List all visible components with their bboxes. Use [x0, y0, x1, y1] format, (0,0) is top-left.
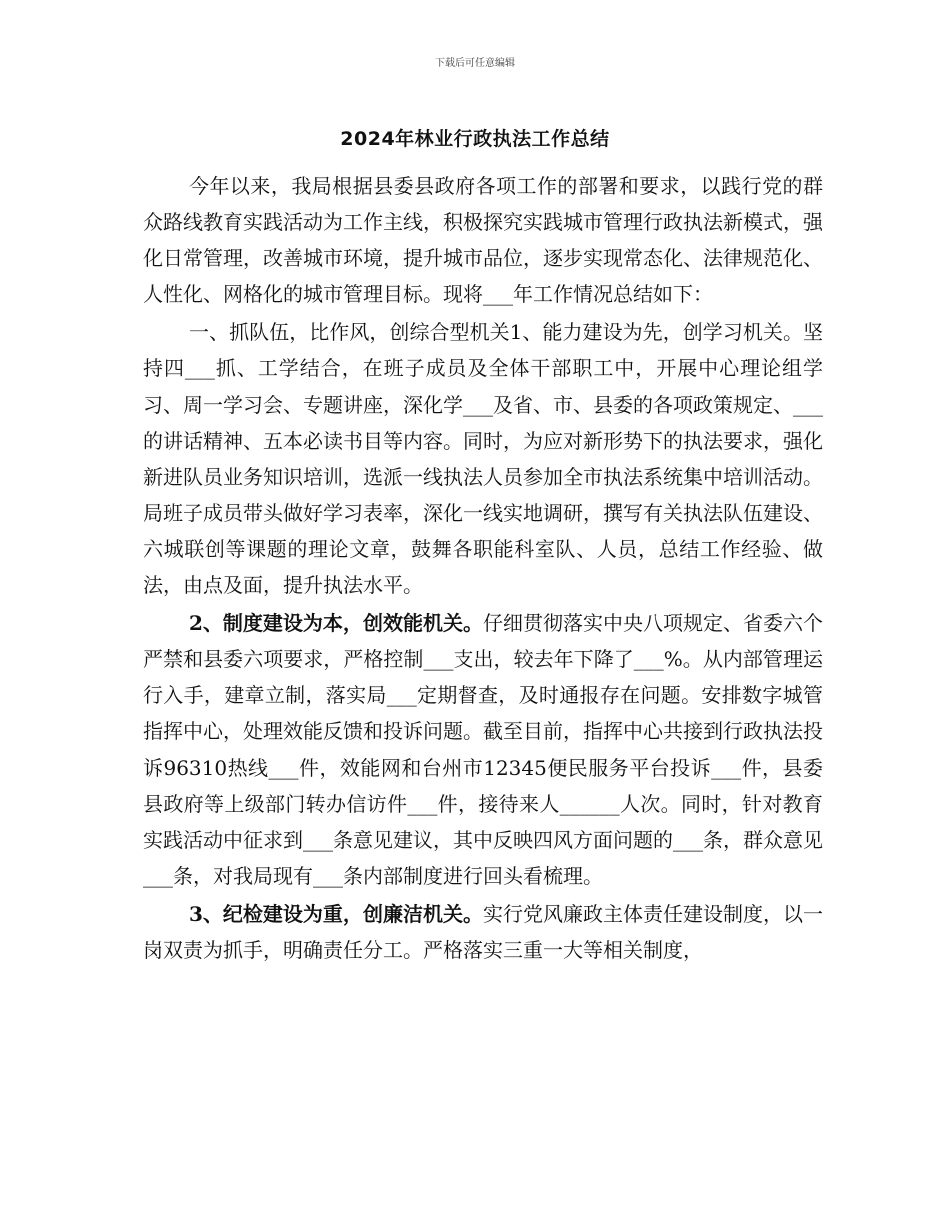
paragraph-text: 一、抓队伍，比作风，创综合型机关1、能力建设为先，创学习机关。坚持四___抓、工学结合，在班子成员及全体干部职工中，开展中心理论组学习、周一学习会、专题讲座，深化学___及省、市、县委的各项政策规定、___的讲话精神、五本必读书目等内容。同时，为应对新形势下的执法要求，强化新进队员业务知识培训，选派一线执法人员参加全市执法系统集中培训活动。局班子成员带头做好学习表率，深化一线实地调研，撰写有关执法队伍建设、六城联创等课题的理论文章，鼓舞各职能科室队、人员，总结工作经验、做法，由点及面，提升执法水平。 — [143, 320, 823, 598]
document-body — [143, 168, 823, 970]
paragraph-text: 仔细贯彻落实中央八项规定、省委六个严禁和县委六项要求，严格控制___支出，较去年下降了___%。从内部管理运行入手，建章立制，落实局___定期督查，及时通报存在问题。安排数字城管指挥中心，处理效能反馈和投诉问题。截至目前，指挥中心共接到行政执法投诉96310热线___件，效能网和台州市12345便民服务平台投诉___件，县委县政府等上级部门转办信访件___件，接待来人______人次。同时，针对教育实践活动中征求到___条意见建议，其中反映四风方面问题的___条，群众意见___条，对我局现有___条内部制度进行回头看梳理。 — [143, 611, 824, 888]
paragraph-text: 实行党风廉政主体责任建设制度，以一岗双责为抓手，明确责任分工。严格落实三重一大等相关制度， — [143, 901, 824, 962]
paragraph-institution-building — [143, 605, 823, 894]
paragraph-team-building — [143, 314, 823, 603]
paragraph-lead: 3、纪检建设为重，创廉洁机关。 — [189, 901, 483, 926]
paragraph-intro — [143, 168, 823, 312]
paragraph-discipline-building — [143, 896, 823, 968]
document-title: 2024年林业行政执法工作总结 — [340, 128, 610, 150]
paragraph-lead: 2、制度建设为本，创效能机关。 — [189, 611, 483, 636]
paragraph-text: 今年以来，我局根据县委县政府各项工作的部署和要求，以践行党的群众路线教育实践活动为工作主线，积极探究实践城市管理行政执法新模式，强化日常管理，改善城市环境，提升城市品位，逐步实现常态化、法律规范化、人性化、网格化的城市管理目标。现将___年工作情况总结如下： — [143, 174, 823, 307]
header-note: 下载后可任意编辑 — [435, 58, 515, 69]
